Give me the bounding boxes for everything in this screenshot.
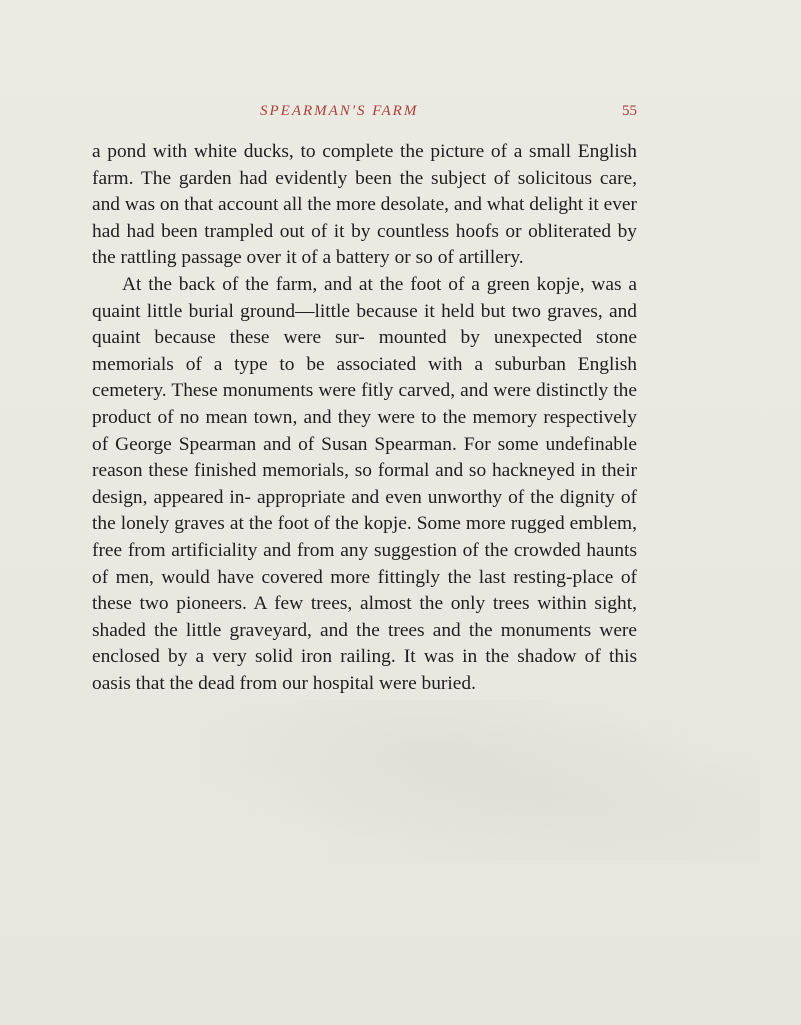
paragraph: a pond with white ducks, to complete the picture of a small English farm. The garden had evidently been the subject of solicitous care, and was on that account all the more desolate, and what delight it ever had had been trampled out of it by countless hoofs or obliterated by the rattling passage over it of a battery or so of artillery. bbox=[92, 141, 637, 269]
paragraph: At the back of the farm, and at the foot of a green kopje, was a quaint little burial ground—little because it held but two graves, and quaint because these were sur- mounted by unexpected stone memorials of a type to be associated with a suburban English cemetery. These monuments were fitly carved, and were distinctly the product of no mean town, and they were to the memory respectively of George Spearman and of Susan Spearman. For some undefinable reason these finished memorials, so formal and so hackneyed in their design, appeared in- appropriate and even unworthy of the dignity of the lonely graves at the foot of the kopje. Some more rugged emblem, free from artificiality and from any suggestion of the crowded haunts of men, would have covered more fittingly the last resting-place of these two pioneers. A few trees, almost the only trees within sight, shaded the little graveyard, and the trees and the monuments were enclosed by a very solid iron railing. It was in the shadow of this oasis that the dead from our hospital were buried. bbox=[92, 273, 637, 694]
running-head bbox=[92, 103, 637, 127]
running-title: SPEARMAN'S FARM bbox=[260, 103, 419, 119]
body-text bbox=[92, 139, 637, 697]
page-number: 55 bbox=[622, 103, 637, 119]
show-through-bleed bbox=[200, 700, 760, 860]
